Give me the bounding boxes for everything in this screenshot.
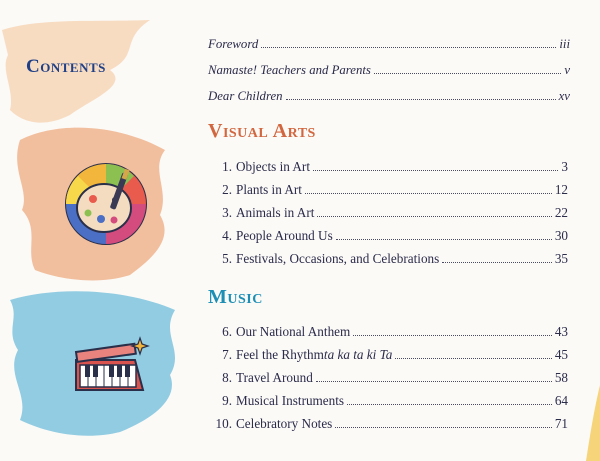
toc-page-number: v: [564, 63, 570, 77]
toc-page-number: 71: [554, 416, 568, 431]
leader-dots: [313, 170, 558, 171]
toc-entry-title: Animals in Art: [236, 205, 315, 220]
toc-row-chapter-10[interactable]: [214, 416, 568, 432]
chapter-number: 5.: [222, 251, 232, 266]
toc-entry-title: Travel Around: [236, 370, 313, 385]
toc-page-number: 58: [554, 370, 568, 385]
toc-row-chapter-5[interactable]: [214, 251, 568, 267]
toc-entry-title: Festivals, Occasions, and Celebrations: [236, 251, 440, 266]
leader-dots: [317, 216, 551, 217]
leader-dots: [374, 73, 561, 74]
toc-entry-title: Namaste! Teachers and Parents: [208, 63, 371, 77]
contents-title: Contents: [26, 56, 106, 77]
chapter-number: 6.: [222, 324, 232, 339]
toc-page-number: xv: [558, 89, 570, 103]
leader-dots: [347, 404, 552, 405]
leader-dots: [336, 239, 552, 240]
toc-page-number: 64: [554, 393, 568, 408]
toc-page-number: 3: [561, 159, 568, 174]
section-heading-visual-arts: Visual Arts: [208, 120, 316, 142]
yellow-edge-accent: [586, 385, 600, 461]
toc-page-number: iii: [559, 37, 570, 51]
toc-entry-title-italic: ta ka ta ki Ta: [323, 347, 393, 362]
toc-row-chapter-4[interactable]: [214, 228, 568, 244]
chapter-number: 8.: [222, 370, 232, 385]
chapter-number: 7.: [222, 347, 232, 362]
toc-entry-title: Celebratory Notes: [236, 416, 333, 431]
toc-entry-title: Dear Children: [208, 89, 283, 103]
toc-page-number: 45: [554, 347, 568, 362]
toc-row-foreword[interactable]: [208, 37, 570, 52]
toc-entry-title: Our National Anthem: [236, 324, 351, 339]
toc-page-number: 35: [554, 251, 568, 266]
leader-dots: [442, 262, 552, 263]
toc-entry-title: Feel the Rhythm: [236, 347, 324, 362]
toc-row-dear-children[interactable]: [208, 89, 570, 104]
toc-page-number: 22: [554, 205, 568, 220]
toc-entry-title: Musical Instruments: [236, 393, 345, 408]
chapter-number: 2.: [222, 182, 232, 197]
leader-dots: [395, 358, 552, 359]
chapter-number: 1.: [222, 159, 232, 174]
chapter-number: 3.: [222, 205, 232, 220]
leader-dots: [335, 427, 552, 428]
toc-row-namaste[interactable]: [208, 63, 570, 78]
toc-entry-title: Objects in Art: [236, 159, 310, 174]
toc-row-chapter-7[interactable]: [214, 347, 568, 363]
toc-entry-title: People Around Us: [236, 228, 333, 243]
toc-entry-title: Plants in Art: [236, 182, 302, 197]
chapter-number: 9.: [222, 393, 232, 408]
toc-row-chapter-2[interactable]: [214, 182, 568, 198]
leader-dots: [305, 193, 552, 194]
toc-row-chapter-3[interactable]: [214, 205, 568, 221]
leader-dots: [261, 47, 556, 48]
toc-row-chapter-1[interactable]: [214, 159, 568, 175]
toc-row-chapter-9[interactable]: [214, 393, 568, 409]
leader-dots: [353, 335, 552, 336]
section-heading-music: Music: [208, 286, 263, 308]
leader-dots: [286, 99, 556, 100]
toc-entry-title: Foreword: [208, 37, 259, 51]
toc-page-number: 30: [554, 228, 568, 243]
leader-dots: [316, 381, 552, 382]
chapter-number: 4.: [222, 228, 232, 243]
toc-page-number: 12: [554, 182, 568, 197]
toc-row-chapter-8[interactable]: [214, 370, 568, 386]
chapter-number: 10.: [215, 416, 232, 431]
toc-page-number: 43: [554, 324, 568, 339]
toc-row-chapter-6[interactable]: [214, 324, 568, 340]
palette-icon: [65, 163, 147, 245]
